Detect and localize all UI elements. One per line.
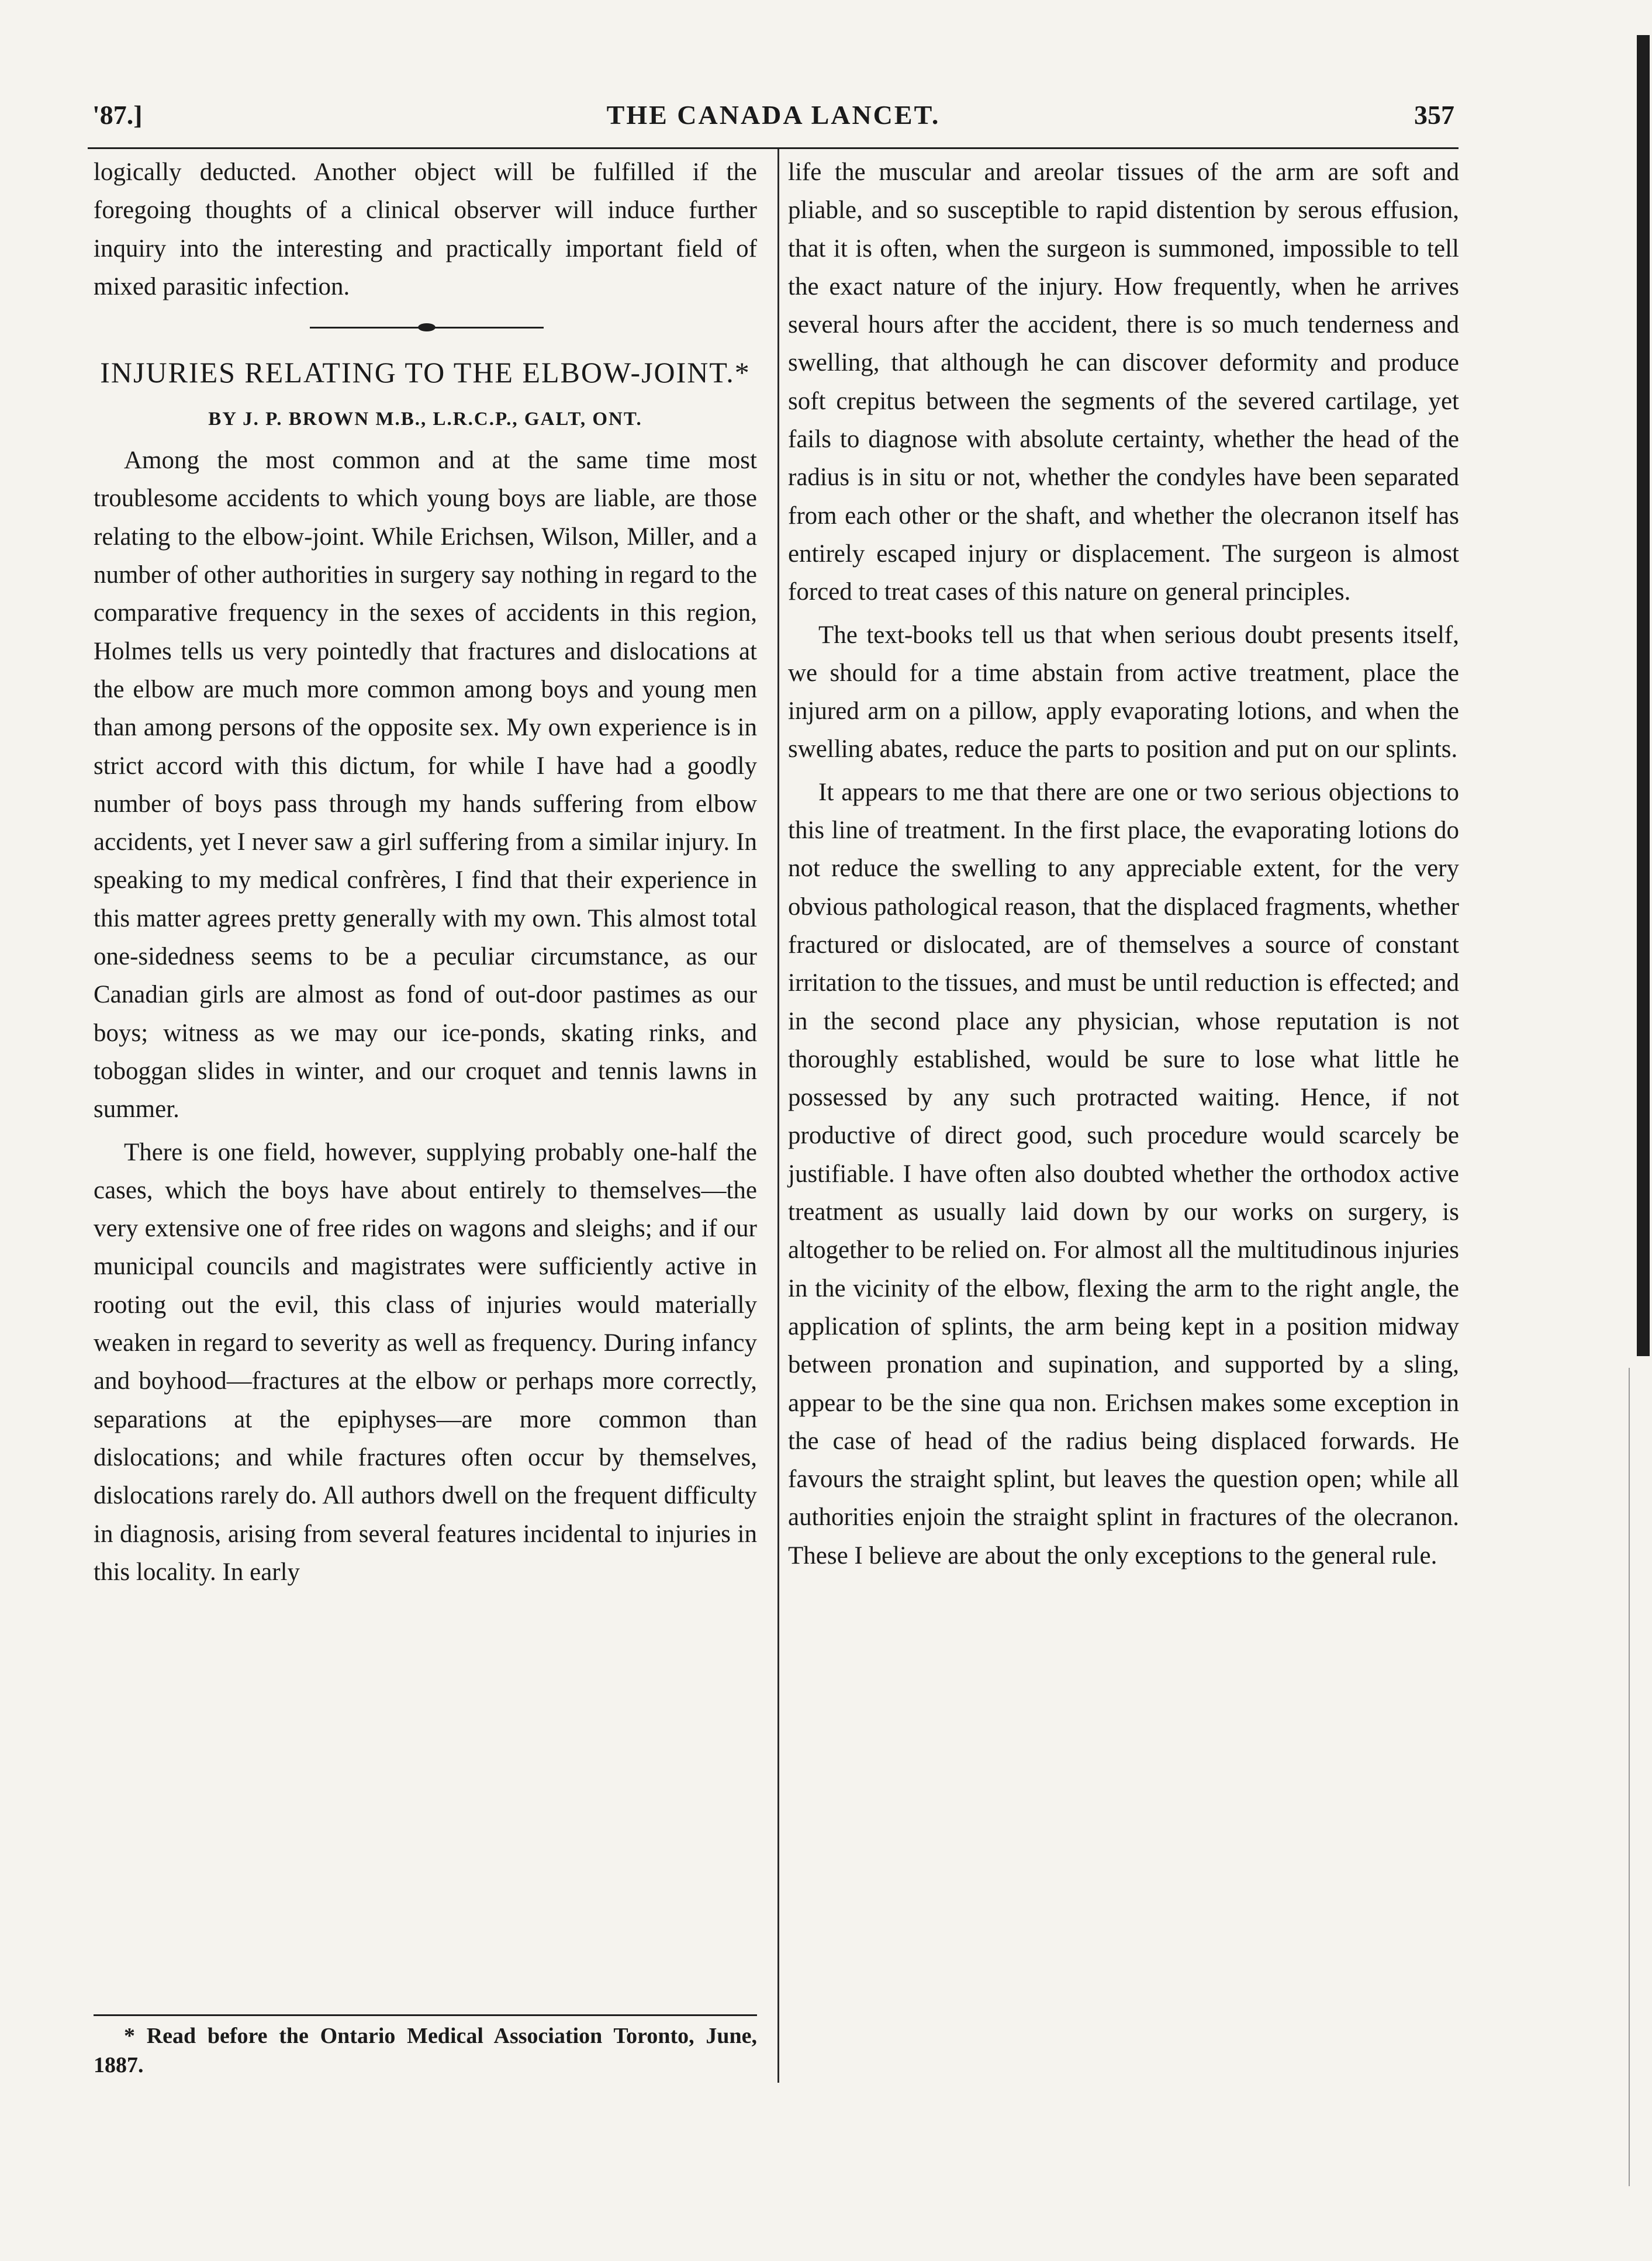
header-rule — [88, 147, 1459, 149]
running-header — [92, 99, 1454, 146]
intro-paragraph: logically deducted. Another object will be fulfilled if the foregoing thoughts of a clinical observer will induce further inquiry into the interesting and practically important field of mixed parasitic infection. — [94, 158, 757, 300]
header-year: '87.] — [92, 100, 143, 130]
right-column — [788, 153, 1459, 1575]
footnote-rule — [94, 2014, 757, 2016]
left-column — [94, 153, 757, 1591]
body-paragraph: life the muscular and areolar tissues of the arm are soft and pliable, and so susceptible to rapid distention by serous effusion, that it is often, when the surgeon is summoned, impossible to tell the exact nature of the injury. How frequently, when he arrives several hours after the accident, there is so much tenderness and swelling, that although he can discover deformity and produce soft crepitus between the segments of the severed cartilage, yet fails to diagnose with absolute certainty, whether the head of the radius is in situ or not, whether the condyles have been separated from each other or the shaft, and whether the olecranon itself has entirely escaped injury or displacement. The surgeon is almost forced to treat cases of this nature on general principles. — [788, 158, 1459, 606]
footnote: * Read before the Ontario Medical Association Toronto, June, 1887. — [94, 2024, 757, 2077]
body-paragraph: It appears to me that there are one or two serious objections to this line of treatment. In the first place, the evaporating lotions do not reduce the swelling to any appreciable extent, for the very obvious pathological reason, that the displaced fragments, whether fractured or dislocated, are of themselves a source of constant irritation to the tissues, and must be until reduction is effected; and in the second place any physician, whose reputation is not thoroughly established, would be sure to lose what little he possessed by any such protracted waiting. Hence, if not productive of direct good, such procedure would scarcely be justifiable. I have often also doubted whether the orthodox active treatment as usually laid down by our works on surgery, is altogether to be relied on. For almost all the multitudinous injuries in the vicinity of the elbow, flexing the arm to the right angle, the application of splints, the arm being kept in a position midway between pronation and supination, and supported by a sling, appear to be the sine qua non. Erichsen makes some exception in the case of head of the radius being displaced forwards. He favours the straight splint, but leaves the question open; while all authorities enjoin the straight splint in fractures of the olecranon. These I believe are about the only exceptions to the general rule. — [788, 778, 1460, 1569]
article-byline: BY J. P. BROWN M.B., L.R.C.P., GALT, ONT. — [208, 409, 642, 430]
header-journal-title: THE CANADA LANCET. — [606, 100, 941, 130]
body-paragraph: There is one field, however, supplying probably one-half the cases, which the boys have about entirely to themselves—the very extensive one of free rides on wagons and sleighs; and if our municipal councils and magistrates were sufficiently active in rooting out the evil, this class of injuries would materially weaken in regard to severity as well as frequency. During infancy and boyhood—fractures at the elbow or perhaps more correctly, separations at the epiphyses—are more common than dislocations; and while fractures often occur by themselves, dislocations rarely do. All authors dwell on the frequent difficulty in diagnosis, arising from several features incidental to injuries in this locality. In early — [94, 1138, 757, 1586]
body-paragraph: Among the most common and at the same time most troublesome accidents to which young boys are liable, are those relating to the elbow-joint. While Erichsen, Wilson, Miller, and a number of other authorities in surgery say nothing in regard to the comparative frequency in the sexes of accidents in this region, Holmes tells us very pointedly that fractures and dislocations at the elbow are much more common among boys and young men than among persons of the opposite sex. My own experience is in strict accord with this dictum, for while I have had a goodly number of boys pass through my hands suffering from elbow accidents, yet I never saw a girl suffering from a similar injury. In speaking to my medical confrères, I find that their experience in this matter agrees pretty generally with my own. This almost total one-sidedness seems to be a peculiar circumstance, as our Canadian girls are almost as fond of out-door pastimes as our boys; witness as we may our ice-ponds, skating rinks, and toboggan slides in winter, and our croquet and tennis lawns in summer. — [94, 447, 757, 1123]
article-title: INJURIES RELATING TO THE ELBOW-JOINT.* — [100, 356, 751, 389]
ornament-dot — [418, 323, 436, 331]
header-page-number: 357 — [1414, 100, 1454, 130]
section-ornament — [94, 306, 757, 348]
scan-edge-line — [1629, 1368, 1630, 2186]
scan-edge-bar — [1637, 35, 1650, 1356]
column-divider — [777, 149, 779, 2083]
body-paragraph: The text-books tell us that when serious doubt presents itself, we should for a time abstain from active treatment, place the injured arm on a pillow, apply evaporating lotions, and when the swelling abates, reduce the parts to position and put on our splints. — [788, 621, 1459, 763]
